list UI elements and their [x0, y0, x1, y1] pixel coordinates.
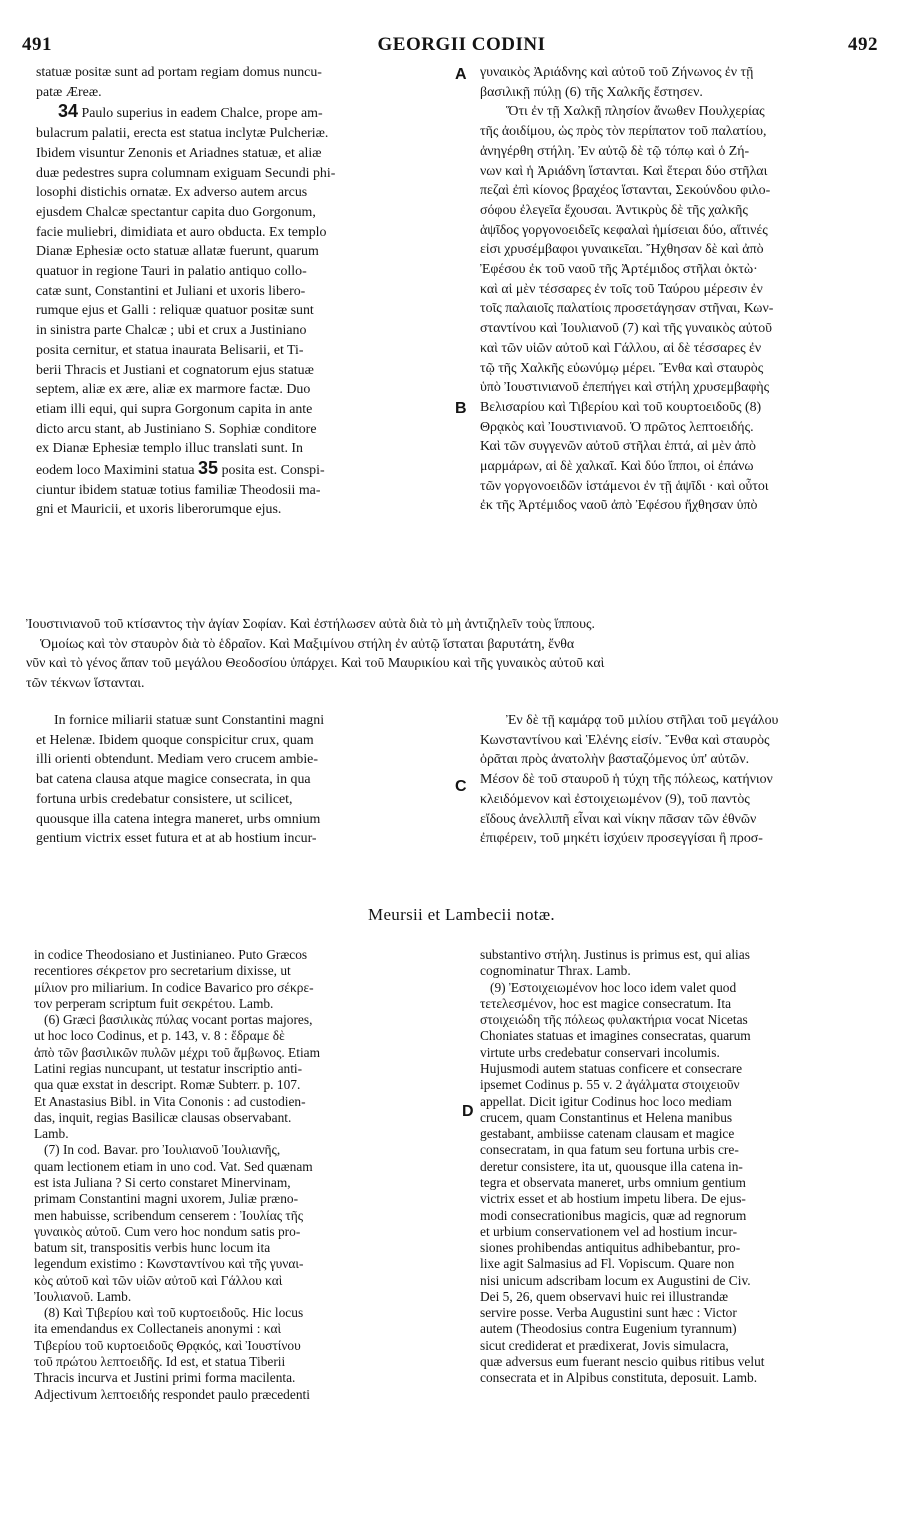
- text-line: εἴδους ἀνελλιπῆ εἶναι καὶ νίκην πᾶσαν τῶν ἐθνῶν: [480, 811, 757, 827]
- text-line: ex Dianæ Ephesiæ templo illuc translati sunt. In: [36, 441, 303, 457]
- note-line: ut hoc loco Codinus, et p. 143, v. 8 : ἔδραμε δὲ: [34, 1028, 285, 1044]
- note-line: Hujusmodi autem statuas conficere et consecrare: [480, 1060, 743, 1076]
- text-line: ἁψῖδος γοργονοειδεῖς κεφαλαὶ ἡμίσειαι δύο, αἵτινές: [480, 222, 768, 238]
- text-line: νων καὶ ἡ Ἀριάδνη ἵστανται. Καὶ ἕτεραι δύο στῆλαι: [480, 163, 768, 179]
- note-line: siones prohibendas antiquitus adhibebantur, pro-: [480, 1240, 741, 1256]
- text-line: Ὁμοίως καὶ τὸν σταυρὸν διὰ τὸ ἑδραῖον. Καὶ Μαξιμίνου στήλη ἐν αὐτῷ ἵσταται βαρυτάτη, ἔνθα: [40, 636, 575, 652]
- text-line: et Helenæ. Ibidem quoque conspicitur crux, quam: [36, 732, 314, 748]
- text-line: τῶν τέκνων ἵστανται.: [26, 676, 145, 692]
- marker-c: C: [455, 778, 467, 795]
- note-line: consecratam, in qua fatum seu fortuna urbis cre-: [480, 1142, 739, 1158]
- text-line: Dianæ Ephesiæ octo statuæ allatæ fuerunt, quarum: [36, 244, 319, 260]
- text-line: ὑπὸ Ἰουστινιανοῦ ἐπεπήγει καὶ στήλη χρυσεμβαφὴς: [480, 380, 770, 396]
- note-line: (7) In cod. Bavar. pro Ἰουλιανοῦ Ἰουλιανῆς,: [44, 1142, 281, 1158]
- note-line: (8) Καὶ Τιβερίου καὶ τοῦ κυρτοειδοῦς. Hic locus: [44, 1305, 304, 1321]
- mid-latin-column: [36, 711, 454, 849]
- text-span: eodem loco Maximini statua: [36, 463, 195, 479]
- text-line: Ὅτι ἐν τῇ Χαλκῇ πλησίον ἄνωθεν Πουλχερίας: [506, 104, 765, 120]
- text-line: berii Thracis et Justiani et cognatorum ejus statuæ: [36, 362, 314, 378]
- note-line: quam lectionem etiam in uno cod. Vat. Sed quænam: [34, 1158, 313, 1174]
- note-line: qua quæ exstat in descript. Romæ Subterr. p. 107.: [34, 1077, 301, 1093]
- note-line: in codice Theodosiano et Justinianeo. Puto Græcos: [34, 947, 308, 962]
- page-number-left: 491: [22, 34, 52, 55]
- notes-title: Meursii et Lambecii notæ.: [368, 905, 555, 924]
- text-line: bat catena clausa atque magice consecrata, in qua: [36, 772, 311, 788]
- text-line: septem, aliæ ex ære, aliæ ex marmore factæ. Duo: [36, 382, 311, 398]
- text-line: [36, 102, 454, 124]
- text-line: illi orienti obtendunt. Mediam vero crucem ambie-: [36, 752, 318, 768]
- text-line: κλειδόμενον καὶ ἐστοιχειωμένον (9), τοῦ παντὸς: [480, 791, 750, 807]
- note-line: γυναικὸς αὐτοῦ. Cum vero hoc nondum satis pro-: [34, 1223, 301, 1239]
- note-line: appellat. Dicit igitur Codinus hoc loco mediam: [480, 1093, 732, 1109]
- note-line: men habuisse, scribendum censerem : Ἰουλίας τῆς: [34, 1207, 304, 1223]
- note-line: ita emendandus ex Collectaneis anonymi : καὶ: [34, 1321, 282, 1337]
- text-line: ejusdem Chalcæ spectantur capita duo Gorgonum,: [36, 204, 316, 220]
- note-line: Thracis incurva et Justini primi forma macilenta.: [34, 1370, 296, 1386]
- section-number: 35: [198, 459, 219, 479]
- text-line: ciuntur ibidem statuæ totius familiæ Theodosii ma-: [36, 482, 321, 498]
- notes-left-column: [34, 947, 456, 1403]
- text-line: ἐπιφέρειν, τοῦ μηκέτι ἰσχύειν προσεγγίσαι ἢ προσ-: [480, 831, 763, 847]
- text-line: μαρμάρων, αἱ δὲ χαλκαῖ. Καὶ δύο ἵπποι, οἱ ἐπάνω: [480, 459, 754, 475]
- note-line: substantivo στήλη. Justinus is primus est, qui alias: [480, 947, 750, 962]
- text-line: statuæ positæ sunt ad portam regiam domus nuncu-: [36, 65, 322, 80]
- note-line: ipsemet Codinus p. 55 v. 2 ἀγάλματα στοιχειοῦν: [480, 1077, 740, 1093]
- notes-right-column: [480, 947, 894, 1387]
- note-line: ἀπὸ τῶν βασιλικῶν πυλῶν μέχρι τοῦ ἄμβωνος. Etiam: [34, 1044, 321, 1060]
- text-line: καὶ τῶν υἱῶν αὐτοῦ καὶ Γάλλου, αἱ δὲ τέσσαρες ἐν: [480, 340, 762, 356]
- top-latin-column: [36, 63, 454, 520]
- top-greek-column: [480, 63, 894, 516]
- note-line: consecrata et in Alpibus constituta, deposuit. Lamb.: [480, 1370, 758, 1386]
- note-line: κὸς αὐτοῦ καὶ τῶν υἱῶν αὐτοῦ καὶ Γάλλου καὶ: [34, 1272, 283, 1288]
- text-line: in sinistra parte Chalcæ ; ubi et crux a Justiniano: [36, 323, 307, 339]
- note-line: servire posse. Verba Augustini sunt hæc : Victor: [480, 1305, 737, 1321]
- note-line: gestabant, ambiisse catenam clausam et magice: [480, 1126, 735, 1142]
- note-line: et urbium conservationem vel ad hostium incur-: [480, 1223, 738, 1239]
- text-line: Καὶ τῶν συγγενῶν αὐτοῦ στῆλαι ἑπτά, αἱ μὲν ἀπὸ: [480, 439, 756, 455]
- note-line: Choniates statuas et imagines consecratas, quarum: [480, 1028, 751, 1044]
- text-line: etiam illi equi, qui supra Gorgonum capita in ante: [36, 401, 313, 417]
- text-line: Ἰουστινιανοῦ τοῦ κτίσαντος τὴν ἁγίαν Σοφίαν. Καὶ ἐστήλωσεν αὐτὰ διὰ τὸ μὴ ἀντιζηλεῖν τοὺς ἵππους.: [26, 617, 596, 632]
- marker-b: B: [455, 400, 467, 417]
- text-line: [36, 459, 454, 481]
- note-line: primam Constantini magni uxorem, Juliæ præno-: [34, 1191, 299, 1207]
- note-line: Latini regias nuncupant, ut testatur inscriptio anti-: [34, 1060, 303, 1076]
- section-number: 34: [58, 102, 79, 122]
- text-line: Ἐν δὲ τῇ καμάρᾳ τοῦ μιλίου στῆλαι τοῦ μεγάλου: [506, 713, 779, 728]
- text-line: gni et Mauricii, et uxoris liberorumque ejus.: [36, 502, 282, 518]
- note-line: das, inquit, regias Basilicæ clausas observabant.: [34, 1109, 292, 1125]
- note-line: cognominatur Thrax. Lamb.: [480, 963, 631, 979]
- text-line: εἰσι χρυσέμβαφοι γυναικεῖαι. Ἤχθησαν δὲ καὶ ἀπὸ: [480, 242, 764, 258]
- text-line: νῦν καὶ τὸ γένος ἅπαν τοῦ μεγάλου Θεοδοσίου ὑπάρχει. Καὶ τοῦ Μαυρικίου καὶ τῆς γυναικὸς αὐτοῦ καὶ: [26, 656, 605, 672]
- mid-greek-column: [480, 711, 894, 849]
- text-line: bulacrum palatii, erecta est statua inclytæ Pulcheriæ.: [36, 126, 329, 142]
- note-line: Et Anastasius Bibl. in Vita Cononis : ad custodien-: [34, 1093, 306, 1109]
- note-line: tegra et observata maneret, urbs omnium gentium: [480, 1174, 746, 1190]
- text-line: γυναικὸς Ἀριάδνης καὶ αὐτοῦ τοῦ Ζήνωνος ἐν τῇ: [480, 65, 754, 80]
- running-title: GEORGII CODINI: [377, 34, 546, 55]
- text-line: ἀνηγέρθη στήλη. Ἐν αὐτῷ δὲ τῷ τόπῳ καὶ ὁ Ζή-: [480, 143, 750, 159]
- note-line: (9) Ἐστοιχειωμένον hoc loco idem valet quod: [490, 979, 737, 995]
- marker-a: A: [455, 66, 467, 83]
- note-line: Τιβερίου τοῦ κυρτοειδοῦς Θρᾳκός, καὶ Ἰουστίνου: [34, 1337, 301, 1353]
- note-line: deretur consistere, ita ut, quousque illa catena in-: [480, 1158, 743, 1174]
- note-line: Ἰουλιανοῦ. Lamb.: [34, 1288, 132, 1304]
- note-line: Lamb.: [34, 1126, 69, 1142]
- note-line: lixe agit Salmasius ad Fl. Vopiscum. Quare non: [480, 1256, 735, 1272]
- note-line: autem (Theodosius contra Eugenium tyrannum): [480, 1321, 737, 1337]
- text-line: καὶ αἱ μὲν τέσσαρες ἐν τοῖς τοῦ Ταύρου μέρεσιν ἐν: [480, 281, 763, 297]
- note-line: modi consecrationibus magicis, quæ ad regnorum: [480, 1207, 747, 1223]
- text-line: πεζαὶ ἐπὶ κίονος βραχέος ἵστανται, Σεκούνδου φιλο-: [480, 183, 771, 199]
- text-line: Κωνσταντίνου καὶ Ἑλένης εἰσίν. Ἔνθα καὶ σταυρὸς: [480, 732, 770, 748]
- text-line: Ibidem visuntur Zenonis et Ariadnes statuæ, et aliæ: [36, 145, 322, 161]
- page-number-right: 492: [848, 34, 878, 55]
- text-line: τοῖς παλαιοῖς παλατίοις προσετάγησαν στῆναι, Κων-: [480, 301, 774, 317]
- note-line: legendum existimo : Κωνσταντίνου καὶ τῆς γυναι-: [34, 1256, 304, 1272]
- text-line: dicto arcu stant, ab Justiniano S. Sophiæ conditore: [36, 421, 317, 437]
- note-line: batum sit, transpositis verbis hunc locum ita: [34, 1240, 271, 1256]
- text-span: posita est. Conspi-: [221, 463, 325, 479]
- note-line: sicut crediderat et prædixerat, Jovis simulacra,: [480, 1337, 729, 1353]
- text-line: fortuna urbis credebatur consistere, ut scilicet,: [36, 791, 293, 807]
- note-line: victrix esset et ab hostium impetu libera. De ejus-: [480, 1191, 746, 1207]
- note-line: quæ adversus eum fuerant nescio quibus ritibus velut: [480, 1354, 765, 1370]
- note-line: est ista Juliana ? Si certo constaret Minervinam,: [34, 1174, 291, 1190]
- note-line: nisi unicum adscribam locum ex Augustini de Civ.: [480, 1272, 751, 1288]
- text-line: Μέσον δὲ τοῦ σταυροῦ ἡ τύχη τῆς πόλεως, κατήνιον: [480, 772, 773, 788]
- text-line: ὁρᾶται πρὸς ἀνατολὴν βασταζόμενος ὑπ' αὐτῶν.: [480, 752, 750, 768]
- text-line: facie muliebri, dimidiata et auro obducta. Ex templo: [36, 224, 327, 240]
- text-line: quatuor in regione Tauri in palatio antiquo collo-: [36, 264, 307, 280]
- marker-d: D: [462, 1103, 474, 1120]
- text-line: σόφου ἐλεγεῖα ἔχουσαι. Ἀντικρὺς δὲ τῆς χαλκῆς: [480, 202, 748, 218]
- text-line: βασιλικῇ πύλῃ (6) τῆς Χαλκῆς ἔστησεν.: [480, 84, 703, 100]
- text-line: quousque illa catena integra maneret, urbs omnium: [36, 811, 321, 827]
- text-line: patæ Æreæ.: [36, 84, 102, 100]
- text-line: τῷ τῆς Χαλκῆς εὐωνύμῳ μέρει. Ἔνθα καὶ σταυρὸς: [480, 360, 764, 376]
- note-line: Adjectivum λεπτοειδής respondet paulo præcedenti: [34, 1386, 310, 1402]
- text-line: τῶν γοργονοειδῶν ἱστάμενοι ἐν τῇ ἁψῖδι · καὶ οὗτοι: [480, 478, 769, 494]
- text-line: posita cernitur, et statua inaurata Belisarii, et Ti-: [36, 342, 304, 358]
- text-line: duæ pedestres supra columnam exiguam Secundi phi-: [36, 165, 336, 181]
- text-span: Paulo superius in eadem Chalce, prope am-: [81, 106, 323, 122]
- note-line: τον perperam scriptum fuit σεκρέτου. Lamb.: [34, 995, 274, 1011]
- note-line: Dei 5, 26, quem observavi huic rei illustrandæ: [480, 1288, 729, 1304]
- note-line: (6) Græci βασιλικὰς πύλας vocant portas majores,: [44, 1012, 313, 1028]
- text-line: Ἐφέσου ἐκ τοῦ ναοῦ τῆς Ἀρτέμιδος στῆλαι ὀκτὼ·: [480, 262, 758, 278]
- text-line: σταντίνου καὶ Ἰουλιανοῦ (7) καὶ τῆς γυναικὸς αὐτοῦ: [480, 321, 773, 337]
- note-line: μίλιον pro miliarium. In codice Bavarico pro σέκρε-: [34, 979, 314, 995]
- text-line: Βελισαρίου καὶ Τιβερίου καὶ τοῦ κουρτοειδοῦς (8): [480, 399, 762, 415]
- text-line: ἐκ τῆς Ἀρτέμιδος ναοῦ ἀπὸ Ἐφέσου ἤχθησαν ὑπὸ: [480, 498, 758, 514]
- text-line: gentium victrix esset futura et at ab hostium incur-: [36, 831, 317, 847]
- greek-full-width-paragraph: [26, 615, 896, 694]
- text-line: τῆς ἀοιδίμου, ὡς πρὸς τὸν περίπατον τοῦ παλατίου,: [480, 124, 767, 140]
- note-line: τετελεσμένον, hoc est magice consecratum. Ita: [480, 995, 732, 1011]
- text-line: catæ sunt, Constantini et Juliani et uxoris libero-: [36, 283, 306, 299]
- text-line: Θρᾳκὸς καὶ Ἰουστινιανοῦ. Ὁ πρῶτος λεπτοειδής.: [480, 419, 754, 435]
- note-line: recentiores σέκρετον pro secretarium dixisse, ut: [34, 963, 291, 979]
- note-line: virtute urbs credebatur conservari incolumis.: [480, 1044, 720, 1060]
- text-line: losophi distichis ornatæ. Ex adverso autem arcus: [36, 185, 308, 201]
- note-line: στοιχειώδη τῆς πόλεως φυλακτήρια vocat Nicetas: [480, 1012, 748, 1028]
- note-line: τοῦ πρώτου λεπτοειδῆς. Id est, et statua Tiberii: [34, 1354, 286, 1370]
- text-line: In fornice miliarii statuæ sunt Constantini magni: [54, 713, 325, 728]
- note-line: crucem, quam Constantinus et Helena manibus: [480, 1109, 733, 1125]
- text-line: rumque ejus et Galli : reliquæ quatuor positæ sunt: [36, 303, 314, 319]
